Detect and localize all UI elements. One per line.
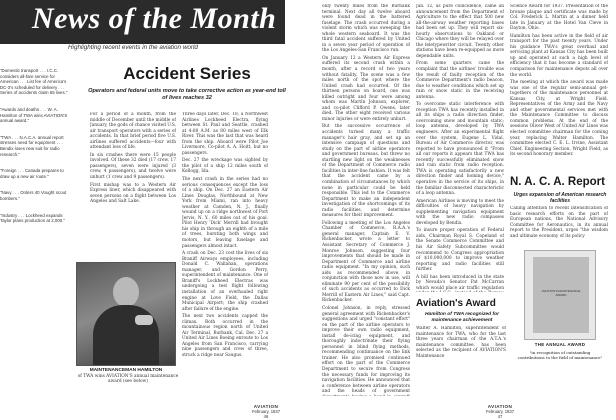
photo-figure-head	[113, 277, 139, 307]
plaque	[533, 257, 589, 333]
paragraph: Walter A. Hamilton, superintendent of maintenance for TWA, who for the last three years chairman of the A.T.A.'s maintenance committee, has been selected as the recipient of AVIATION'S Maintenance	[416, 326, 506, 359]
paragraph: Colonel Johnson, in reply, stressed general agreement with Rickenbacker's suggestions and urged "constant effort" on the part of the airline operators to improve their own radio equipment, install de-icing equipment, and thoroughly indoctrinate their flying personnel in blind flying methods, recommending continuance on the link trainer. He also promised continued effort on the part of the Commerce Department to secure from Congress the necessary funds for improving its navigation facilities. He announced that a conference between airline operators and the heads of government	[322, 305, 410, 395]
plaque-caption: "in recognition of outstanding contributions to the field of maintenance"	[517, 350, 603, 360]
footer-title: AVIATION	[253, 404, 279, 409]
page-footer-right	[470, 404, 530, 419]
paragraph: only twenty miles from the Burbank terminal. Next day all twelve aboard were found dead in the battered fuselage. The crash occurred during a violent storm which was sweeping the whole western seaboard. It was the third fatal accident suffered by United in a seven year period of operation of the Los Angeles-San Francisco run.	[322, 4, 410, 54]
summary-item: "Navy . . . Orders 40 Vought scout bombers."	[0, 190, 67, 201]
paragraph: Hamilton has been active in the field of air transport for the past twenty years. Under his guidance TWA's great overhaul and servicing plant at Kansas City has been built up and operated at such a high level of efficiency that it has become a standard of comparison for maintenance depots all over the world.	[510, 33, 608, 78]
plaque-caption-title: THE ANNUAL AWARD	[534, 342, 586, 347]
summary-item: "Awards and deaths . . . W. A. Hamilton of TWA wins AVIATION'S annual award."	[0, 106, 68, 124]
paragraph: American Airlines is moving to meet the difficulties of heavy navigation by supplementing navigation equipment with the new radio compasses developed by Bendix.	[416, 198, 504, 226]
paragraph: To overcome static interference with reception TWA has recently installed in all its ships a radio direction finder, overcoming snow and mountain static; loop antenna, developed by TWA engineers. After an experimental flight over the system, Eugene L. Vidal, Bureau of Air Commerce director, was reported to have pronounced it "From all our reports it appears that TWA has recently successfully eliminated snow and rain static from radio reception. TWA is operating satisfactorily a new direction finder and homing device," operative in the service of its ships, in the familiar disconnected characteristic of a loop antenna.	[416, 102, 504, 197]
paragraph: For a period of a month, from the middle of December until the middle of January, the gods of chance visited U.S. air transport operators with a series of accidents. In that brief period five U.S. airlines suffered accidents—four with attendant loss of life.	[90, 112, 176, 151]
paragraph: A crash on Dec. 23 cost the lives of six Braniff Airways employees, including Donald C. Wallahan, operations manager, and Gordon Perry, superintendent of maintenance. One of Braniff's Lockheed Electras was undergoing a test flight following installation of an overhauled right engine at Love Field, the Dallas Municipal Airport; the ship crashed after failure of the engine.	[182, 251, 268, 312]
plaque-text: AVIATION'S MAINTENANCE AWARD	[541, 289, 581, 297]
hamilton-photo	[76, 262, 176, 366]
masthead-banner	[0, 0, 285, 44]
paragraph: Jan. 12, as pure coincidence, came an announcement from the Department of Agriculture to the effect that 500 new all-the-airway weather reporting bases had been set up. They will report six-hourly observations to Oakland or Chicago where they will be relayed over the teletypewriter circuit. Twenty other stations have been re-equipped as more dependable units.	[416, 4, 504, 59]
paragraph: But the successive occurrence of accidents turned many a traffic manager's hair gray, and set up an intensive campaign of questions and study on the part of airline operators and government bureaus, but threw no startling new light on the weaknesses of the Department of Commerce radio facilities in inter-line fashion. It was felt that the accident came by a combination of circumstances by which none in particular could be held responsible. This led to the Commerce Department to make an independent investigation of the shortcomings of its radio facilities, and determine measures for their improvement.	[322, 124, 410, 219]
paragraph: The meeting at which the award was made was one of the regular semi-annual get-togethers of the maintenance personnel at Kansas City, at Wright Field. Representatives of the Army and the Navy and other governmental services met with the Maintenance Committee to discuss common problems. At the end of the sessions Oliver West of United Air Lines was elected committee chairman for the coming year, replacing Walter Hamilton. The committee elected C. E. L. Irvine, Assistant Chief, Engineering Section, Wright Field, as its second honorary member.	[510, 80, 608, 158]
photo-figure-hand	[135, 315, 153, 325]
paragraph: Following a meeting of the Los Angeles Chamber of Commerce, R.A.A.'s general manager, Captain E. V. Rickenbacker, wrote a letter to Assistant Secretary of Commerce J. Monroe Johnson, suggesting four improvements that should be made in Department of Commerce and airline radio equipment. "In my opinion, such aids as recommended above, in conjunction with those now in use, will eliminate 90 per cent of the possibility of such accidents as occurred to Dick Merrill of Eastern Air Lines," said Capt. Rickenbacker.	[322, 220, 410, 304]
paragraph: In six crashes there were 15 people involved. Of these 32 died (17 crew, 17 passengers), seven were injured (3 crew, 4 passengers), and twelve were unhurt (1 crew and 9 passengers).	[90, 152, 176, 181]
masthead-title: News of the Month	[32, 2, 277, 35]
footer-date: February, 1937	[251, 409, 281, 414]
report-text	[510, 206, 608, 240]
paragraph: The next crash in the series had no serious consequences except the loss of a ship. On Dec. 27 an Eastern Air Lines Douglas, Northbound at New York from Miami, ran into heavy weather at Camden, N. J., finally wound up on a ridge northwest of Port Jervis, N. Y., 60 miles out of his goal. Pilot Henry 'Dick' Merrill had brought his ship in through an eighth of a mile of trees, bursting both wings and motors, but leaving fuselage and passengers almost intact.	[182, 177, 268, 249]
paragraph: From some quarters came the complaint that the airlines' trouble was the result of faulty reception of the Commerce Department's radio beacon, due to weather conditions which set up rain or snow static in the receiving antenna.	[416, 61, 504, 100]
paragraph: Science Award for 1937. Presentation of the bronze plaque and certificate was made by Col. Frederick L. Martin at a dinner held late in January at the Hotel Van Cleve in Dayton, Ohio.	[510, 4, 608, 32]
summary-item: "Foreign . . . Canada prepares to draw up a new air route."	[0, 168, 64, 179]
paragraph: On January 12 a Western Air Express suffered its second crash within a month, after a record of two years without fatality. The scene was a few miles north of the spot where the United crash had occurred. Of the thirteen persons on board, one was killed outright and four were among whom was Martin Johnson, explorer, and co-pilot Clifford P. Owens, later died. The other eight received various minor injuries or were entirely unhurt.	[322, 55, 410, 122]
report-headline: N. A. C. A. Report	[510, 176, 605, 188]
award-headline: Aviation's Award	[416, 298, 496, 309]
masthead-subhead: Highlighting recent events in the aviation world	[68, 44, 198, 51]
paragraph: First mishap was to a Western Air Express liner, which disappeared with seven persons on a flight between Los Angeles and Salt Lake.	[90, 182, 176, 205]
footer-page-number: 47	[497, 414, 503, 419]
paragraph: Calling attention to recent intensification of basic research efforts on the part of European nations, the National Advisory Committee for Aeronautics, in its annual report to the President, urges "the wisdom and ultimate economy of its policy	[510, 206, 608, 239]
paragraph: The next two accidents capped the climax. Both occurred in the mountainous region north of United Air Terminal, Burbank, Cal. Dec. 27 a United Air Lines Boeing enroute to Los Angeles from San Francisco, carrying nine passengers and crew of three, struck a ridge near Saugus.	[182, 314, 268, 358]
award-deck: Hamilton of TWA recognized for maintenance achievement	[425, 312, 499, 323]
summary-sidebar	[0, 68, 74, 235]
article-column-4	[416, 4, 504, 292]
masthead-subhead-strip	[0, 44, 285, 56]
article-column-1	[90, 112, 176, 262]
photo-caption: of TWA wins AVIATION'S annual maintenance award (see below)	[77, 374, 179, 385]
photo-caption-title: MAINTENANCEMAN HAMILTON	[89, 368, 163, 373]
summary-item: "Domestic transport . . . I.C.C. considers all-fare service for American . . . List fee of America's DC-3's scheduled for delivery . . . Series of accidents claim 65 lives."	[0, 68, 68, 96]
article-column-3	[322, 4, 410, 396]
article-deck: Operators and federal units move to take corrective action as year-end toll of lives reaches 32	[88, 88, 286, 102]
summary-item: "Industry . . . Lockheed expands Taylor plans production at 2,000."	[0, 212, 66, 224]
article-column-5	[510, 4, 608, 172]
footer-page-number: 46	[263, 414, 269, 419]
summary-item: "TWA . . . N.A.C.A. annual report stresses need for equipment . . . Bendix loses new suit for radio research."	[0, 134, 64, 157]
page-footer-left	[236, 404, 296, 419]
article-column-2	[182, 112, 268, 370]
paragraph: Three days later, Dec. 18, a Northwest Airlines Lockheed Electra, flying between St. Paul and Seattle, crashed at 4:08 A.M. as 80 miles west of Elk River. This was the last that was heard from the ship. Aboard were Pilot Joe Livermore, Co-pilot A. A. Hoitt, but no passengers.	[182, 112, 268, 156]
paragraph: Dec. 27 the wreckage was sighted by the pilot of a ship 12 miles south of Kellogg, Ida.	[182, 158, 268, 175]
award-plaque-photo	[524, 250, 596, 340]
article-headline: Accident Series	[123, 64, 251, 83]
footer-date: February, 1937	[485, 409, 515, 414]
report-deck: Urges expansion of American research facilities	[513, 192, 607, 204]
footer-title: AVIATION	[487, 404, 513, 409]
paragraph: To insure proper operation of Federal aids, Chairman Royal S. Copeland of the Senate Commerce Committee and his Air Safety Subcommittee would recommend to Congress appropriation of $10,000,000 to improve weather reporting and radio facilities still further.	[416, 228, 504, 273]
award-text	[416, 326, 506, 398]
paragraph: A bill has been introduced in the state by Nevada's Senator Pat McCarran which would place air traffic regulation	[416, 274, 504, 291]
